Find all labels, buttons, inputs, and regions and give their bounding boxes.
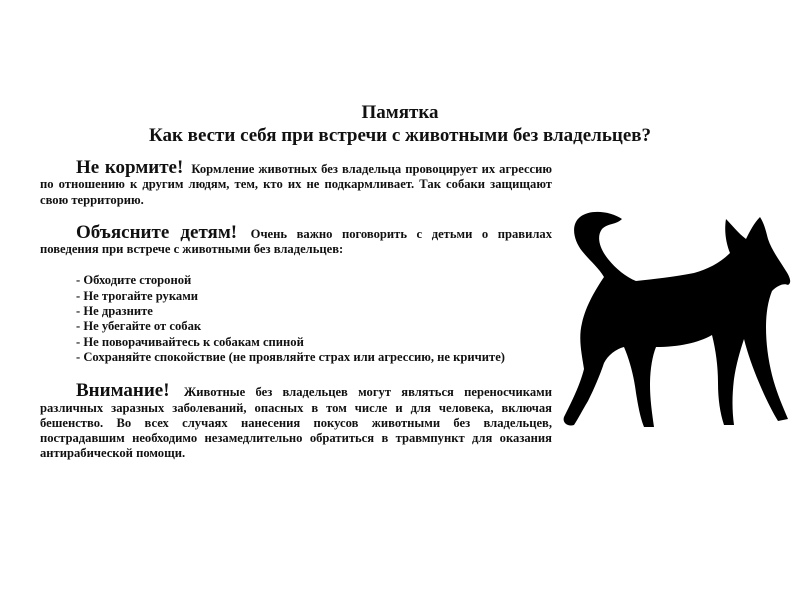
lead-dont-feed: Не кормите! — [76, 157, 184, 178]
dog-silhouette-icon — [560, 205, 792, 431]
lead-explain-children: Объясните детям! — [76, 221, 238, 243]
text-explain-children: Очень важно поговорить с детьми о правилах поведения при встрече с животными без владельцев: — [40, 226, 553, 257]
rules-list — [40, 273, 552, 365]
text-attention: Животные без владельцев могут являться переносчиками различных заразных заболеваний, опасных в том числе и для человека, включая бешенство. Во всех случаях нанесения покусов животными без владельцев, пострадавшим необходимо незамедлительно обратиться в травмпункт для оказания антирабической помощи. — [40, 385, 552, 461]
text-dont-feed: Кормление животных без владельца провоцирует их агрессию по отношению к другим людям, тем, кто их не подкармливает. Так собаки защищают свою территорию. — [40, 162, 552, 207]
dog-silhouette-shape — [564, 212, 791, 427]
memo-subtitle: Как вести себя при встречи с животными без владельцев? — [148, 125, 652, 146]
list-item: - Не трогайте руками — [76, 288, 199, 303]
list-item: - Сохраняйте спокойствие (не проявляйте страх или агрессию, не кричите) — [76, 349, 505, 364]
paragraph-attention — [40, 380, 552, 461]
list-item: - Обходите стороной — [76, 273, 192, 288]
list-item: - Не убегайте от собак — [76, 319, 202, 334]
memo-body — [40, 157, 553, 462]
list-item: - Не дразните — [76, 304, 153, 319]
memo-title: Памятка — [361, 102, 439, 123]
lead-attention: Внимание! — [76, 380, 170, 402]
paragraph-dont-feed — [40, 157, 552, 208]
paragraph-explain-children — [40, 221, 553, 258]
list-item: - Не поворачивайтесь к собакам спиной — [76, 334, 304, 349]
